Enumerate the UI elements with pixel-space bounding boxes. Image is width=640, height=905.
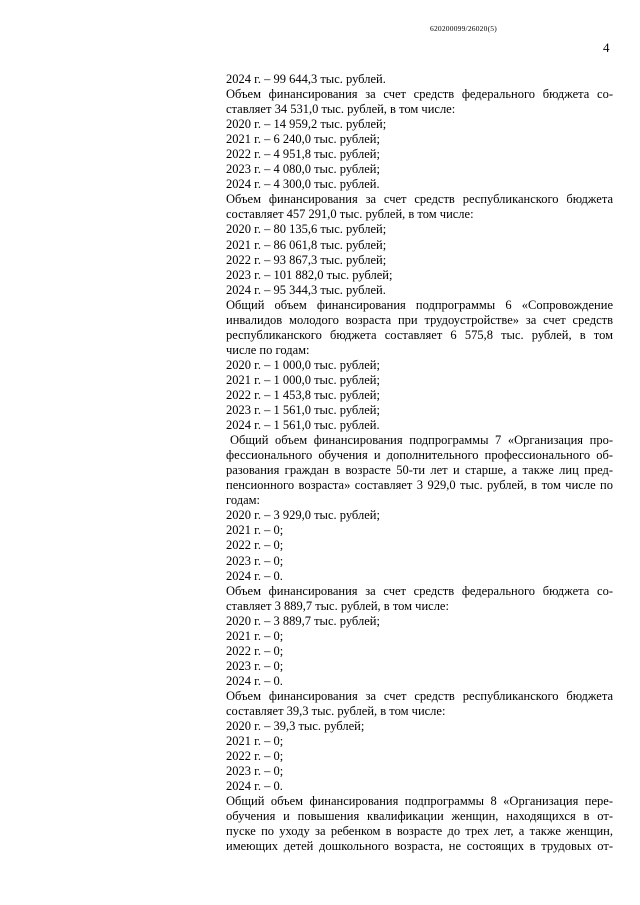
text-line: годам:	[226, 493, 260, 508]
text-line: 2022 г. – 4 951,8 тыс. рублей;	[226, 147, 380, 162]
text-line: имеющих детей дошкольного возраста, не состоящих в трудовых от-	[226, 839, 613, 854]
text-line: Объем финансирования за счет средств федерального бюджета со-	[226, 87, 613, 102]
text-line: 2021 г. – 0;	[226, 523, 284, 538]
text-line: 2022 г. – 1 453,8 тыс. рублей;	[226, 387, 380, 402]
text-line: 2020 г. – 3 929,0 тыс. рублей;	[226, 508, 380, 523]
text-line: Общий объем финансирования подпрограммы 6 «Сопровождение	[226, 297, 613, 312]
text-line: 2023 г. – 1 561,0 тыс. рублей;	[226, 403, 380, 418]
text-line: 2024 г. – 0.	[226, 779, 283, 794]
text-line: обучения и повышения квалификации женщин, находящихся в от-	[226, 809, 613, 824]
text-line: 2021 г. – 86 061,8 тыс. рублей;	[226, 237, 387, 252]
text-line: 2020 г. – 1 000,0 тыс. рублей;	[226, 357, 380, 372]
text-line: фессионального обучения и дополнительного профессионального об-	[226, 448, 613, 463]
text-line: республиканского бюджета составляет 6 575,8 тыс. рублей, в том	[226, 327, 613, 342]
text-line: составляет 39,3 тыс. рублей, в том числе:	[226, 703, 446, 718]
text-line: 2024 г. – 95 344,3 тыс. рублей.	[226, 282, 386, 297]
text-line: 2024 г. – 0.	[226, 568, 283, 583]
text-line: 2023 г. – 0;	[226, 553, 284, 568]
text-line: Объем финансирования за счет средств федерального бюджета со-	[226, 583, 613, 598]
text-line: 2020 г. – 39,3 тыс. рублей;	[226, 719, 365, 734]
text-line: составляет 457 291,0 тыс. рублей, в том числе:	[226, 207, 474, 222]
text-line: 2021 г. – 0;	[226, 734, 284, 749]
text-line: 2024 г. – 0.	[226, 673, 283, 688]
text-line: ставляет 34 531,0 тыс. рублей, в том числе:	[226, 102, 456, 117]
text-line: разования граждан в возрасте 50-ти лет и старше, а также лиц пред-	[226, 463, 613, 478]
text-line: 2023 г. – 101 882,0 тыс. рублей;	[226, 267, 393, 282]
text-line: 2022 г. – 93 867,3 тыс. рублей;	[226, 252, 387, 267]
text-line: числе по годам:	[226, 342, 310, 357]
text-line: 2020 г. – 3 889,7 тыс. рублей;	[226, 613, 380, 628]
text-line: инвалидов молодого возраста при трудоустройстве» за счет средств	[226, 312, 613, 327]
text-line: 2023 г. – 0;	[226, 764, 284, 779]
text-line: Общий объем финансирования подпрограммы 8 «Организация пере-	[226, 794, 613, 809]
text-line: 2022 г. – 0;	[226, 749, 284, 764]
text-line: Общий объем финансирования подпрограммы 7 «Организация про-	[230, 433, 613, 448]
text-line: 2024 г. – 99 644,3 тыс. рублей.	[226, 72, 386, 86]
text-line: 2021 г. – 0;	[226, 628, 284, 643]
document-code: 620200099/26020(5)	[430, 24, 497, 33]
text-line: пенсионного возраста» составляет 3 929,0 тыс. рублей, в том числе по	[226, 478, 613, 493]
text-line: 2020 г. – 14 959,2 тыс. рублей;	[226, 117, 387, 132]
text-line: 2022 г. – 0;	[226, 538, 284, 553]
text-line: ставляет 3 889,7 тыс. рублей, в том числе:	[226, 598, 449, 613]
text-line: 2023 г. – 0;	[226, 658, 284, 673]
page-number: 4	[603, 40, 610, 55]
text-line: 2024 г. – 4 300,0 тыс. рублей.	[226, 177, 380, 192]
text-line: 2022 г. – 0;	[226, 643, 284, 658]
text-line: 2020 г. – 80 135,6 тыс. рублей;	[226, 222, 387, 237]
text-line: 2024 г. – 1 561,0 тыс. рублей.	[226, 418, 380, 433]
text-line: Объем финансирования за счет средств республиканского бюджета	[226, 192, 613, 207]
text-line: 2023 г. – 4 080,0 тыс. рублей;	[226, 162, 380, 177]
text-line: пуске по уходу за ребенком в возрасте до трех лет, а также женщин,	[226, 824, 613, 839]
text-line: 2021 г. – 6 240,0 тыс. рублей;	[226, 132, 380, 147]
text-line: 2021 г. – 1 000,0 тыс. рублей;	[226, 372, 380, 387]
text-line: Объем финансирования за счет средств республиканского бюджета	[226, 688, 613, 703]
document-body	[226, 72, 613, 854]
